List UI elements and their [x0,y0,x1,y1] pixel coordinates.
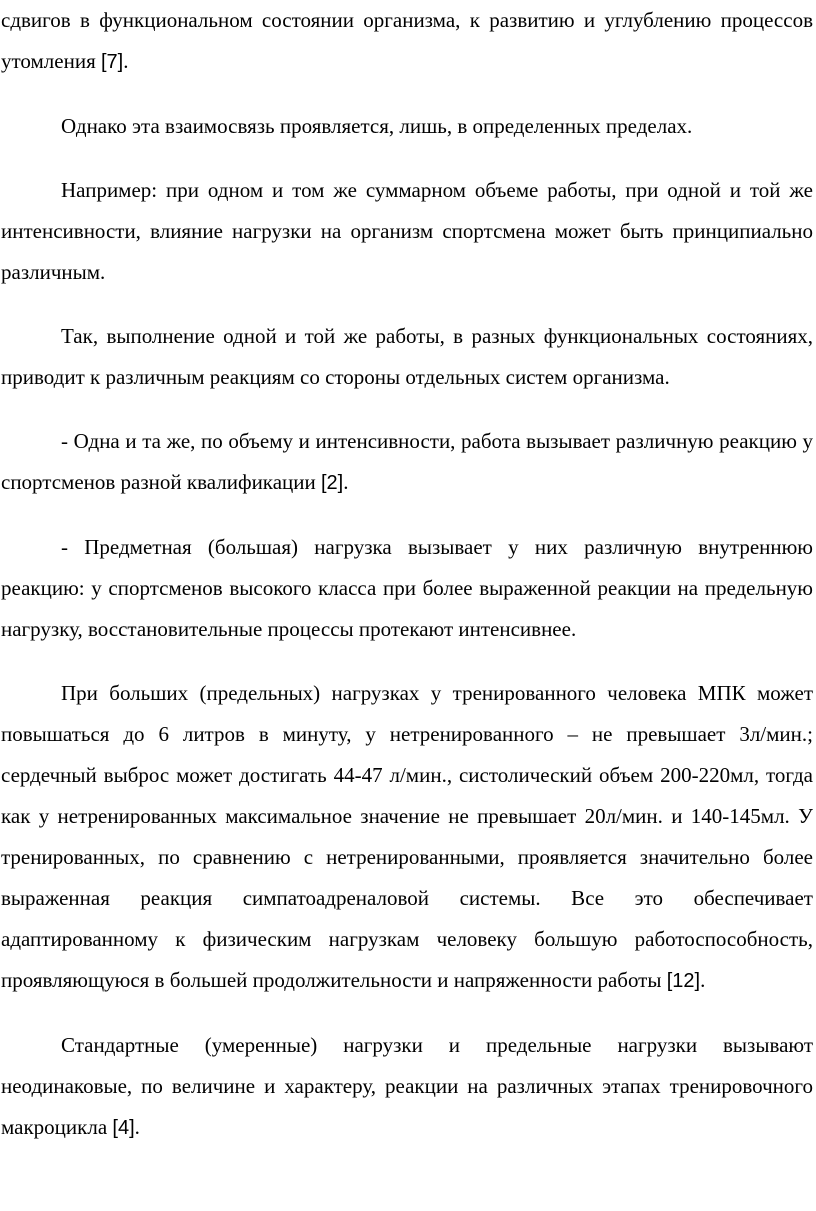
paragraph-3 [1,170,813,293]
paragraph-tail: . [343,470,349,494]
paragraph-tail: . [134,1115,140,1139]
paragraph-6 [1,527,813,650]
paragraph-text: Например: при одном и том же суммарном объеме работы, при одной и той же интенсивности, влияние нагрузки на организм спортсмена может быть принципиально различным. [1,178,813,284]
citation-reference: [4] [112,1117,135,1139]
paragraph-text: сдвигов в функциональном состоянии организма, к развитию и углублению процессов утомления [1,8,813,73]
paragraph-4 [1,316,813,398]
paragraph-text: Стандартные (умеренные) нагрузки и предельные нагрузки вызывают неодинаковые, по величине и характеру, реакции на различных этапах тренировочного макроцикла [1,1033,813,1139]
citation-reference: [7] [100,51,124,73]
paragraph-2 [1,106,813,147]
paragraph-5 [1,421,813,504]
paragraph-text: Так, выполнение одной и той же работы, в разных функциональных состояниях, приводит к различным реакциям со стороны отдельных систем организма. [1,324,813,389]
paragraph-1 [1,0,813,83]
paragraph-text: Однако эта взаимосвязь проявляется, лишь, в определенных пределах. [61,114,693,138]
paragraph-tail: . [700,968,706,992]
citation-reference: [2] [320,472,344,494]
paragraph-7 [1,673,813,1002]
citation-reference: [12] [666,970,701,992]
paragraph-8 [1,1025,813,1149]
paragraph-text: - Одна и та же, по объему и интенсивности, работа вызывает различную реакцию у спортсменов разной квалификации [1,429,813,494]
paragraph-text: - Предметная (большая) нагрузка вызывает у них различную внутреннюю реакцию: у спортсменов высокого класса при более выраженной реакции на предельную нагрузку, восстановительные процессы протекают интенсивнее. [1,535,813,641]
paragraph-tail: . [123,49,129,73]
paragraph-text: При больших (предельных) нагрузках у тренированного человека МПК может повышаться до 6 литров в минуту, у нетренированного – не превышает 3л/мин.; сердечный выброс может достигать 44-47 л/мин., систолический объем 200-220мл, тогда как у нетренированных максимальное значение не превышает 20л/мин. и 140-145мл. У тренированных, по сравнению с нетренированными, проявляется значительно более выраженная реакция симпатоадреналовой системы. Все это обеспечивает адаптированному к физическим нагрузкам человеку большую работоспособность, проявляющуюся в большей продолжительности и напряженности работы [1,681,813,992]
